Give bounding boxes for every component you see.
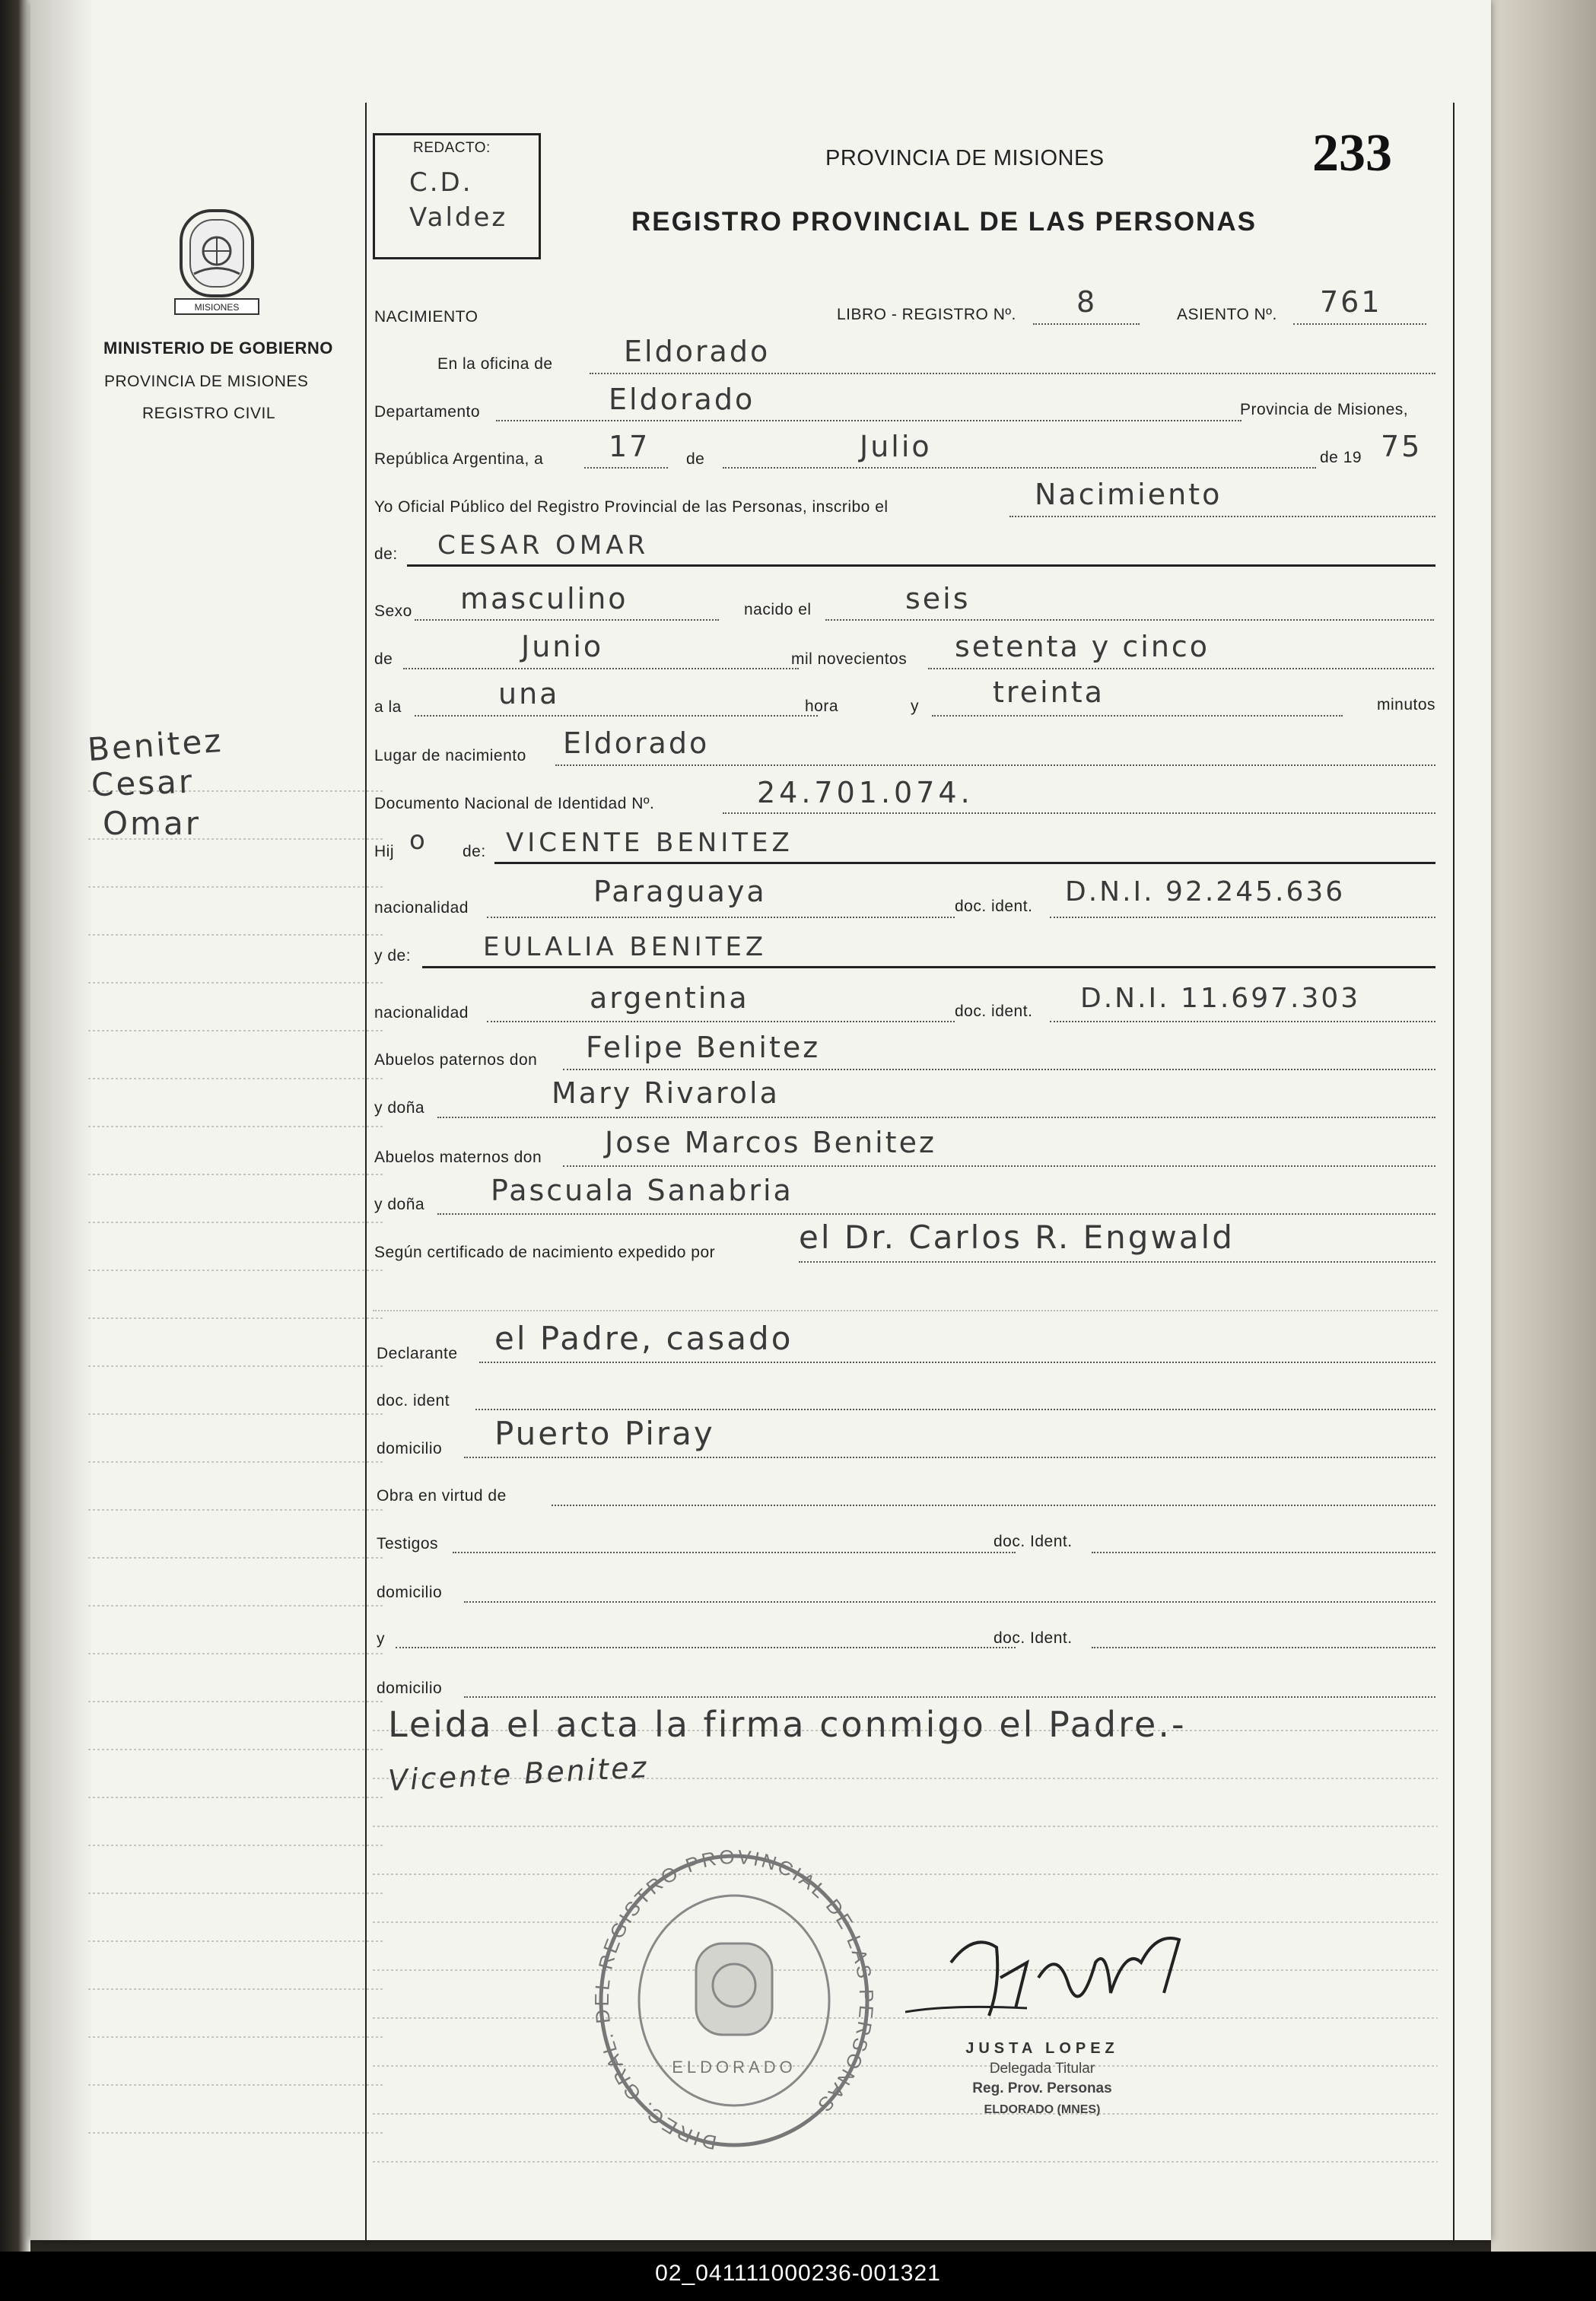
redacto-label: REDACTO: <box>413 140 491 156</box>
value-dia: 17 <box>609 430 650 463</box>
value-declarante: el Padre, casado <box>494 1320 793 1357</box>
label-departamento: Departamento <box>374 403 481 421</box>
label-doc-ident-declarante: doc. ident <box>377 1392 450 1410</box>
label-a-la: a la <box>374 698 402 716</box>
value-padre: VICENTE BENITEZ <box>506 828 793 858</box>
sidebar-registry: REGISTRO CIVIL <box>142 405 276 422</box>
label-dni: Documento Nacional de Identidad Nº. <box>374 795 655 812</box>
value-madre-nacionalidad: argentina <box>590 981 749 1015</box>
label-de-anio: de 19 <box>1320 449 1362 466</box>
label-oficina: En la oficina de <box>437 355 553 373</box>
page-number: 233 <box>1312 124 1392 183</box>
label-republica: República Argentina, a <box>374 450 544 468</box>
document-page <box>30 0 1491 2240</box>
value-sexo: masculino <box>460 582 628 615</box>
label-abuelos-maternos: Abuelos maternos don <box>374 1149 542 1166</box>
label-de-padre: de: <box>463 843 486 860</box>
label-doc-ident-testigo-2: doc. Ident. <box>994 1629 1073 1647</box>
label-de-nacido-mes: de <box>374 650 393 668</box>
label-domicilio-testigo-1: domicilio <box>377 1584 443 1601</box>
margin-ruled-lines <box>88 787 383 2172</box>
value-anio: 75 <box>1381 430 1423 463</box>
page-title: REGISTRO PROVINCIAL DE LAS PERSONAS <box>631 207 1257 237</box>
value-hij-suffix: o <box>409 825 428 856</box>
value-dni: 24.701.074. <box>757 776 974 809</box>
value-minutos: treinta <box>993 675 1105 709</box>
value-hora: una <box>498 677 560 710</box>
value-domicilio: Puerto Piray <box>494 1415 715 1452</box>
value-acto: Nacimiento <box>1035 478 1222 511</box>
closing-statement: Leida el acta la firma conmigo el Padre.- <box>388 1704 1187 1745</box>
official-signature <box>905 1917 1225 2039</box>
value-lugar: Eldorado <box>563 726 710 760</box>
signatory-name: JUSTA LOPEZ <box>965 2040 1119 2057</box>
value-libro: 8 <box>1076 285 1098 319</box>
value-abuelo-paterno: Felipe Benitez <box>586 1031 821 1064</box>
redacto-value-line-2: Valdez <box>409 202 508 233</box>
value-certificado: el Dr. Carlos R. Engwald <box>799 1219 1235 1256</box>
value-abuelo-materno: Jose Marcos Benitez <box>605 1126 936 1159</box>
label-y-testigo-2: y <box>377 1630 385 1648</box>
redacto-value-line-1: C.D. <box>409 167 473 198</box>
value-nacido-dia: seis <box>905 582 971 615</box>
signatory-city: ELDORADO (MNES) <box>984 2103 1101 2116</box>
label-declarante: Declarante <box>377 1345 458 1362</box>
label-testigos: Testigos <box>377 1535 439 1553</box>
label-de-mes: de <box>686 450 705 468</box>
label-doc-ident-testigo-1: doc. Ident. <box>994 1533 1073 1550</box>
stamp-ring-text: DIREC. GRAL. DEL REGISTRO PROVINCIAL DE LAS PERSONAS <box>590 1845 879 2155</box>
value-nacido-mes: Junio <box>521 630 604 663</box>
label-abuelos-paternos: Abuelos paternos don <box>374 1051 538 1069</box>
value-abuela-paterna: Mary Rivarola <box>552 1076 780 1110</box>
value-mes: Julio <box>860 430 932 463</box>
signature-block <box>905 2040 1179 2117</box>
value-nombre: CESAR OMAR <box>437 530 650 561</box>
background-left <box>0 0 30 2252</box>
sidebar-province: PROVINCIA DE MISIONES <box>104 373 309 390</box>
binding-shadow <box>30 0 91 2240</box>
ministry-title: MINISTERIO DE GOBIERNO <box>103 338 333 358</box>
value-oficina: Eldorado <box>624 335 771 368</box>
label-de-nombre: de: <box>374 545 398 563</box>
official-stamp <box>590 1845 879 2164</box>
label-y: y <box>911 698 919 715</box>
label-provincia: Provincia de Misiones, <box>1240 401 1409 418</box>
label-nacionalidad-madre: nacionalidad <box>374 1004 469 1022</box>
label-nacionalidad-padre: nacionalidad <box>374 899 469 917</box>
value-asiento: 761 <box>1320 285 1382 319</box>
background-right <box>1491 0 1596 2252</box>
margin-note-line-3: Omar <box>103 805 201 842</box>
label-libro: LIBRO - REGISTRO Nº. <box>837 306 1016 323</box>
label-nacido: nacido el <box>744 601 812 618</box>
value-padre-doc: D.N.I. 92.245.636 <box>1065 876 1346 907</box>
redacto-box <box>373 133 541 259</box>
label-y-dona-materna: y doña <box>374 1196 425 1213</box>
label-asiento: ASIENTO Nº. <box>1177 306 1277 323</box>
label-oficial: Yo Oficial Público del Registro Provincial de las Personas, inscribo el <box>374 498 889 516</box>
label-segun: Según certificado de nacimiento expedido por <box>374 1244 716 1261</box>
label-hora: hora <box>805 698 839 715</box>
image-caption: 02_041111000236-001321 <box>655 2261 941 2286</box>
label-hij: Hij <box>374 843 394 860</box>
value-abuela-materna: Pascuala Sanabria <box>491 1174 793 1207</box>
label-domicilio-declarante: domicilio <box>377 1440 443 1457</box>
signatory-office: Reg. Prov. Personas <box>972 2080 1112 2096</box>
coat-of-arms-seal <box>160 202 274 323</box>
label-doc-ident-madre: doc. ident. <box>955 1003 1033 1020</box>
header-province: PROVINCIA DE MISIONES <box>825 146 1105 170</box>
seal-text-bottom: MISIONES <box>194 302 240 313</box>
value-nacido-anio: setenta y cinco <box>955 630 1210 663</box>
signatory-role: Delegada Titular <box>989 2061 1095 2077</box>
margin-note-line-2: Cesar <box>91 762 195 804</box>
stamp-center-text: ELDORADO <box>672 2058 796 2077</box>
label-domicilio-testigo-2: domicilio <box>377 1680 443 1697</box>
value-madre: EULALIA BENITEZ <box>483 932 768 962</box>
label-obra: Obra en virtud de <box>377 1487 507 1505</box>
label-lugar: Lugar de nacimiento <box>374 747 526 764</box>
label-y-dona-paterna: y doña <box>374 1099 425 1117</box>
frame-line-left <box>365 103 367 2240</box>
margin-note-line-1: Benitez <box>86 721 224 769</box>
label-minutos: minutos <box>1377 696 1436 714</box>
value-padre-nacionalidad: Paraguaya <box>593 875 767 908</box>
label-mil: mil novecientos <box>791 650 908 668</box>
label-doc-ident-padre: doc. ident. <box>955 898 1033 915</box>
declarant-signature: Vicente Benitez <box>387 1750 650 1797</box>
value-departamento: Eldorado <box>609 383 755 416</box>
label-nacimiento: NACIMIENTO <box>374 308 478 326</box>
label-sexo: Sexo <box>374 602 412 620</box>
label-y-de-madre: y de: <box>374 947 412 965</box>
value-madre-doc: D.N.I. 11.697.303 <box>1080 983 1361 1014</box>
frame-line-right <box>1453 103 1455 2240</box>
